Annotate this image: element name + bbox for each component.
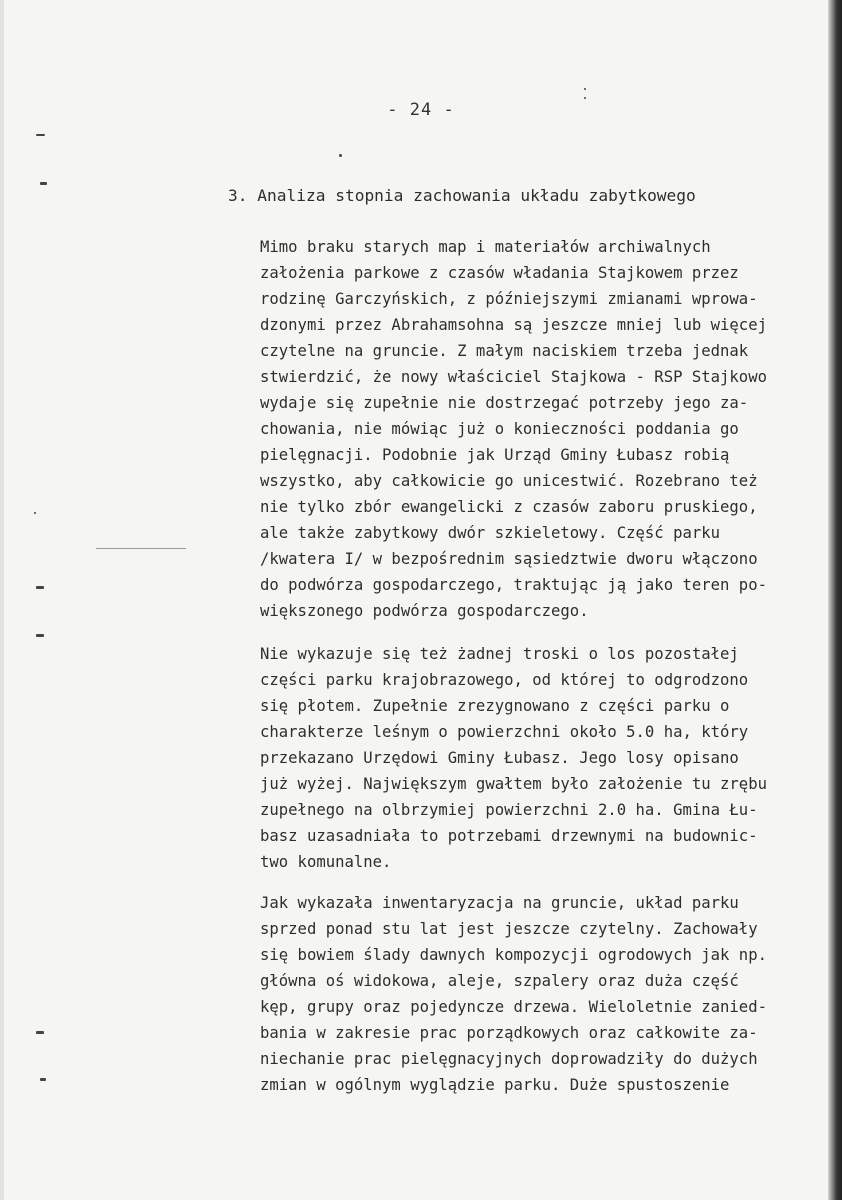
text-line: wszystko, aby całkowicie go unicestwić. Rozebrano też <box>260 472 758 490</box>
faint-scan-line <box>96 548 186 549</box>
text-line: już wyżej. Największym gwałtem było założenie tu zrębu <box>260 775 767 793</box>
text-line: się bowiem ślady dawnych kompozycji ogrodowych jak np. <box>260 946 767 964</box>
text-line: się płotem. Zupełnie zrezygnowano z części parku o <box>260 697 730 715</box>
text-line: Mimo braku starych map i materiałów archiwalnych <box>260 238 711 256</box>
text-line: Nie wykazuje się też żadnej troski o los pozostałej <box>260 645 739 663</box>
page-right-edge-shadow <box>828 0 842 1200</box>
text-line: stwierdzić, że nowy właściciel Stajkowa - RSP Stajkowo <box>260 368 767 386</box>
text-line: ale także zabytkowy dwór szkieletowy. Część parku <box>260 524 721 542</box>
text-line: sprzed ponad stu lat jest jeszcze czytelny. Zachowały <box>260 920 758 938</box>
text-line: chowania, nie mówiąc już o konieczności poddania go <box>260 420 739 438</box>
text-line: Jak wykazała inwentaryzacja na gruncie, układ parku <box>260 894 739 912</box>
paragraph <box>260 890 767 1098</box>
section-heading: 3. Analiza stopnia zachowania układu zabytkowego <box>228 186 696 205</box>
scan-mark <box>34 512 36 514</box>
paragraph <box>260 234 767 624</box>
text-line: zmian w ogólnym wyglądzie parku. Duże spustoszenie <box>260 1076 730 1094</box>
page-number: - 24 - <box>387 100 455 120</box>
punch-hole-mark <box>36 1031 44 1034</box>
text-line: części parku krajobrazowego, od której to odgrodzono <box>260 671 749 689</box>
text-line: do podwórza gospodarczego, traktując ją jako teren po- <box>260 576 767 594</box>
text-line: dzonymi przez Abrahamsohna są jeszcze mniej lub więcej <box>260 316 767 334</box>
text-line: /kwatera I/ w bezpośrednim sąsiedztwie dworu włączono <box>260 550 758 568</box>
text-line: czytelne na gruncie. Z małym naciskiem trzeba jednak <box>260 342 749 360</box>
text-line: niechanie prac pielęgnacyjnych doprowadziły do dużych <box>260 1050 758 1068</box>
text-line: rodzinę Garczyńskich, z późniejszymi zmianami wprowa- <box>260 290 758 308</box>
punch-hole-mark <box>40 182 47 185</box>
text-line: bania w zakresie prac porządkowych oraz całkowite za- <box>260 1024 758 1042</box>
text-line: nie tylko zbór ewangelicki z czasów zaboru pruskiego, <box>260 498 758 516</box>
text-line: główna oś widokowa, aleje, szpalery oraz duża część <box>260 972 739 990</box>
text-line: kęp, grupy oraz pojedyncze drzewa. Wieloletnie zanied- <box>260 998 767 1016</box>
punch-hole-mark <box>36 586 44 589</box>
text-line: założenia parkowe z czasów władania Stajkowem przez <box>260 264 739 282</box>
punch-hole-mark <box>40 1078 46 1081</box>
paragraph <box>260 641 767 875</box>
text-line: zupełnego na olbrzymiej powierzchni 2.0 ha. Gmina Łu- <box>260 801 758 819</box>
text-line: pielęgnacji. Podobnie jak Urząd Gminy Łubasz robią <box>260 446 730 464</box>
text-line: wydaje się zupełnie nie dostrzegać potrzeby jego za- <box>260 394 749 412</box>
text-line: przekazano Urzędowi Gminy Łubasz. Jego losy opisano <box>260 749 739 767</box>
text-line: większonego podwórza gospodarczego. <box>260 602 589 620</box>
punch-hole-mark <box>36 134 45 136</box>
scan-mark <box>339 154 342 157</box>
text-line: basz uzasadniała to potrzebami drzewnymi na budownic- <box>260 827 758 845</box>
text-line: charakterze leśnym o powierzchni około 5.0 ha, który <box>260 723 749 741</box>
text-line: two komunalne. <box>260 853 392 871</box>
punch-hole-mark <box>36 634 44 637</box>
page-left-edge <box>0 0 4 1200</box>
scan-mark <box>584 97 586 99</box>
scan-mark <box>584 88 586 90</box>
